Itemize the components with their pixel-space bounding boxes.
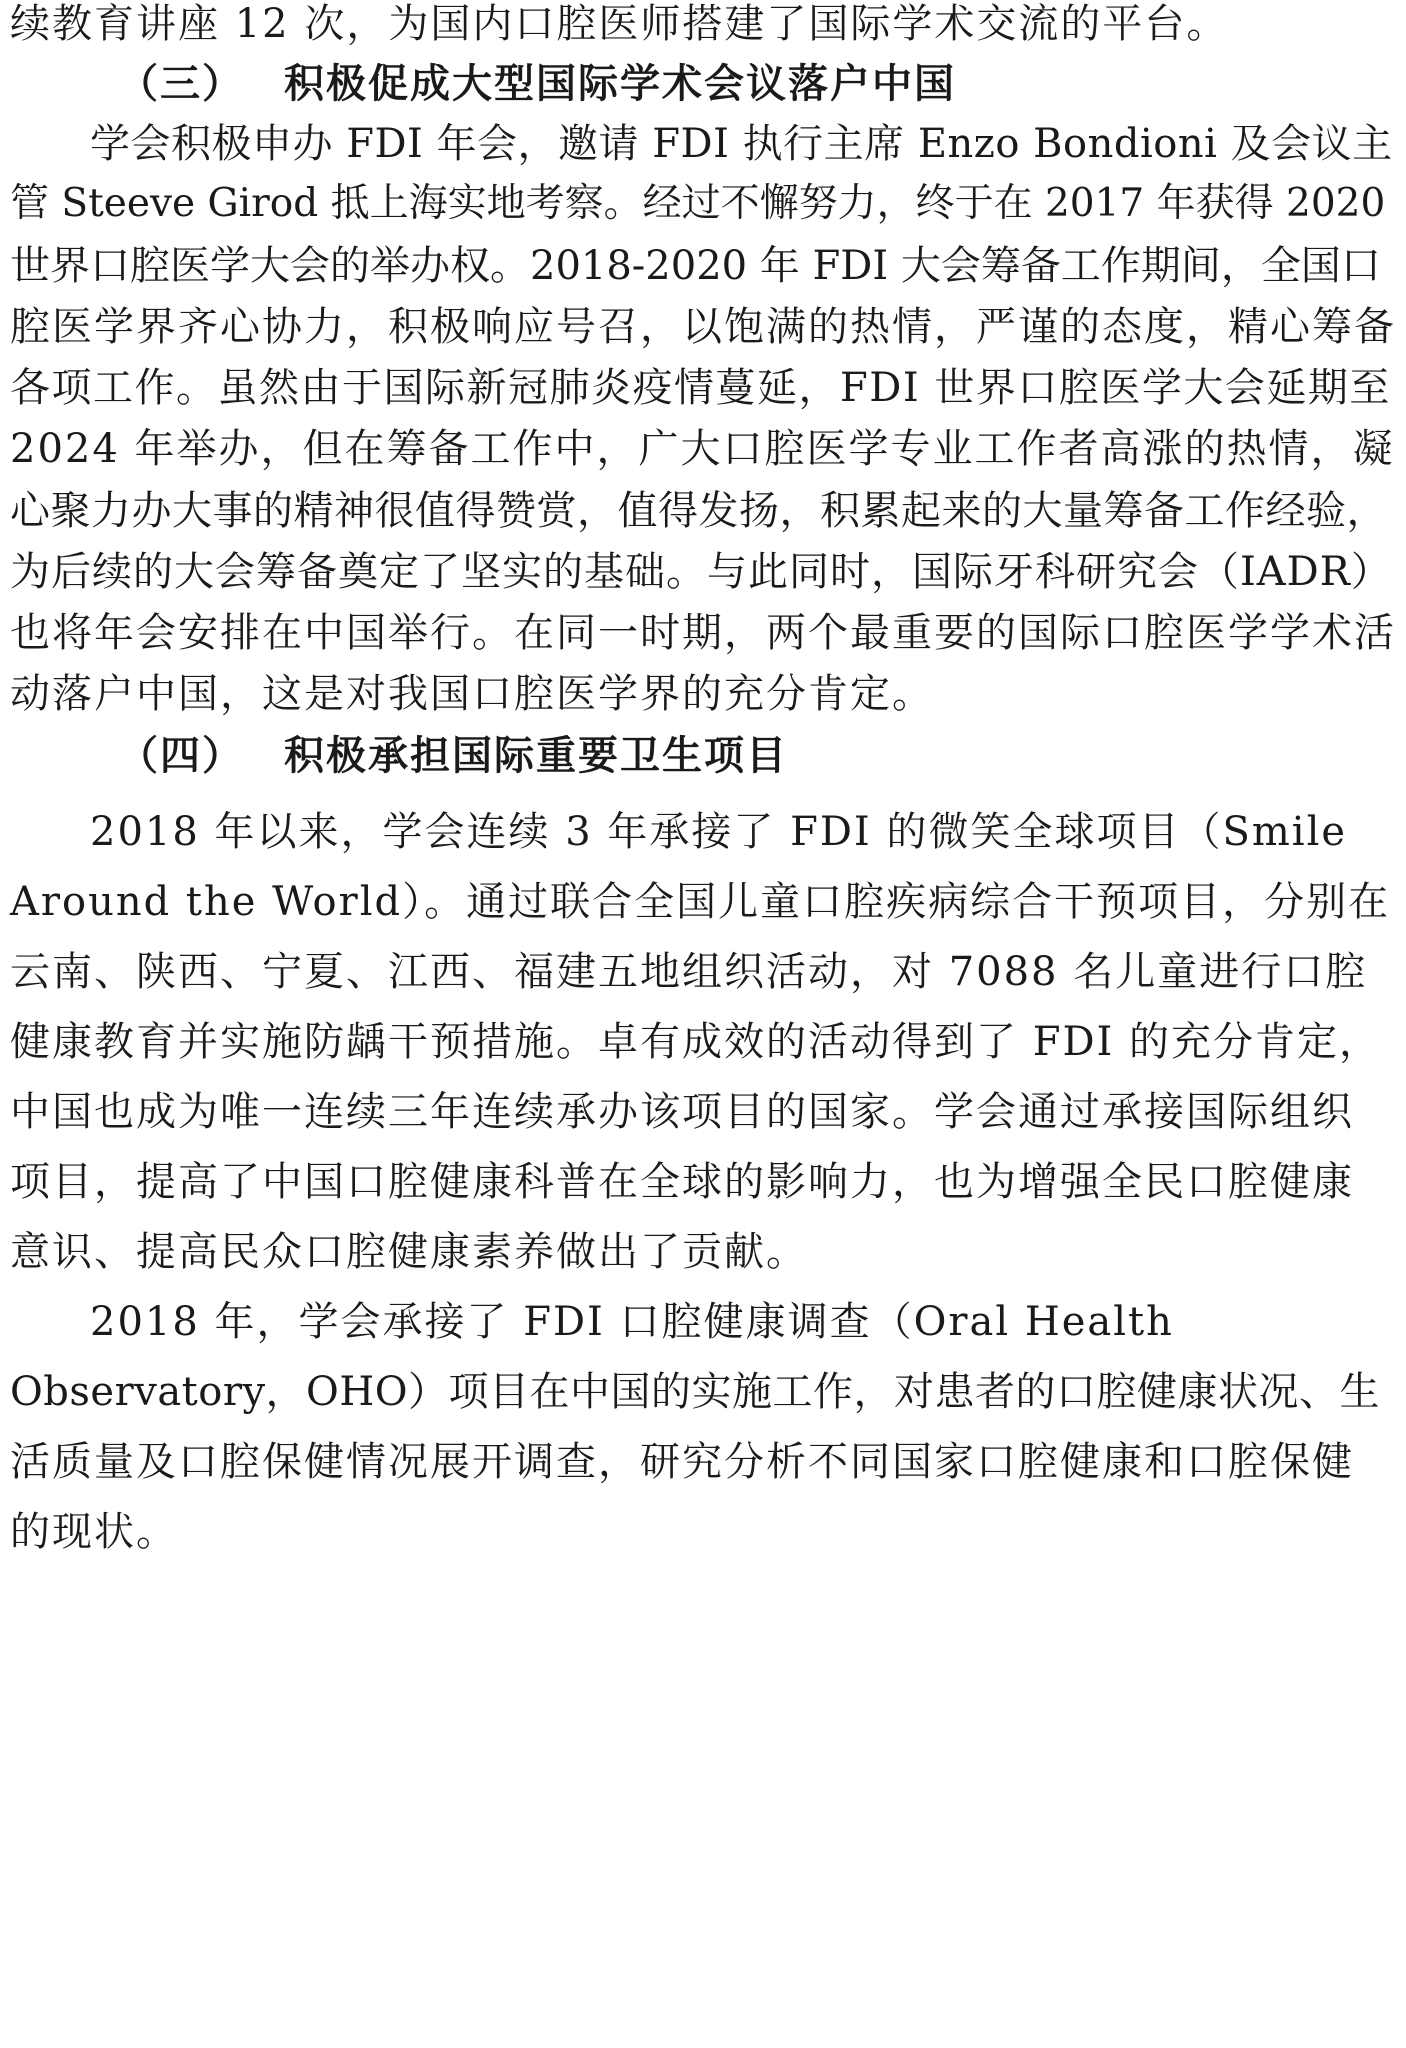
- section-heading-4: [118, 732, 788, 780]
- paragraph-line: 项目，提高了中国口腔健康科普在全球的影响力，也为增强全民口腔健康: [10, 1159, 1354, 1205]
- section-number: （四）: [118, 732, 244, 779]
- paragraph-line: 2018 年以来，学会连续 3 年承接了 FDI 的微笑全球项目（Smile: [90, 809, 1348, 855]
- paragraph-line: 为后续的大会筹备奠定了坚实的基础。与此同时，国际牙科研究会（IADR）: [10, 549, 1392, 595]
- paragraph-line: Observatory，OHO）项目在中国的实施工作，对患者的口腔健康状况、生: [10, 1369, 1381, 1415]
- paragraph-line: 意识、提高民众口腔健康素养做出了贡献。: [10, 1229, 808, 1275]
- section-number: （三）: [118, 60, 244, 107]
- paragraph-line: 活质量及口腔保健情况展开调查，研究分析不同国家口腔健康和口腔保健: [10, 1439, 1354, 1485]
- paragraph-line: 学会积极申办 FDI 年会，邀请 FDI 执行主席 Enzo Bondioni 及会议主: [90, 121, 1393, 167]
- paragraph-line: 心聚力办大事的精神很值得赞赏，值得发扬，积累起来的大量筹备工作经验，: [10, 488, 1387, 534]
- paragraph-line: 也将年会安排在中国举行。在同一时期，两个最重要的国际口腔医学学术活: [10, 610, 1396, 656]
- paragraph-line: 续教育讲座 12 次，为国内口腔医师搭建了国际学术交流的平台。: [10, 1, 1229, 47]
- paragraph-line: 世界口腔医学大会的举办权。2018-2020 年 FDI 大会筹备工作期间，全国口: [10, 243, 1381, 289]
- paragraph-line: 各项工作。虽然由于国际新冠肺炎疫情蔓延，FDI 世界口腔医学大会延期至: [10, 365, 1391, 411]
- paragraph-line: 2024 年举办，但在筹备工作中，广大口腔医学专业工作者高涨的热情，凝: [10, 426, 1395, 472]
- paragraph-line: 腔医学界齐心协力，积极响应号召，以饱满的热情，严谨的态度，精心筹备: [10, 304, 1396, 350]
- section-heading-3: [118, 60, 956, 108]
- paragraph-line: 动落户中国，这是对我国口腔医学界的充分肯定。: [10, 671, 934, 717]
- paragraph-line: 中国也成为唯一连续三年连续承办该项目的国家。学会通过承接国际组织: [10, 1089, 1354, 1135]
- section-title: 积极促成大型国际学术会议落户中国: [284, 60, 956, 107]
- paragraph-line: Around the World）。通过联合全国儿童口腔疾病综合干预项目，分别在: [10, 879, 1391, 925]
- paragraph-line: 健康教育并实施防龋干预措施。卓有成效的活动得到了 FDI 的充分肯定，: [10, 1019, 1382, 1065]
- paragraph-line: 管 Steeve Girod 抵上海实地考察。经过不懈努力，终于在 2017 年获得 2020: [10, 181, 1386, 226]
- section-title: 积极承担国际重要卫生项目: [284, 732, 788, 779]
- paragraph-line: 云南、陕西、宁夏、江西、福建五地组织活动，对 7088 名儿童进行口腔: [10, 949, 1368, 995]
- paragraph-line: 2018 年，学会承接了 FDI 口腔健康调查（Oral Health: [90, 1299, 1174, 1345]
- paragraph-line: 的现状。: [10, 1509, 178, 1555]
